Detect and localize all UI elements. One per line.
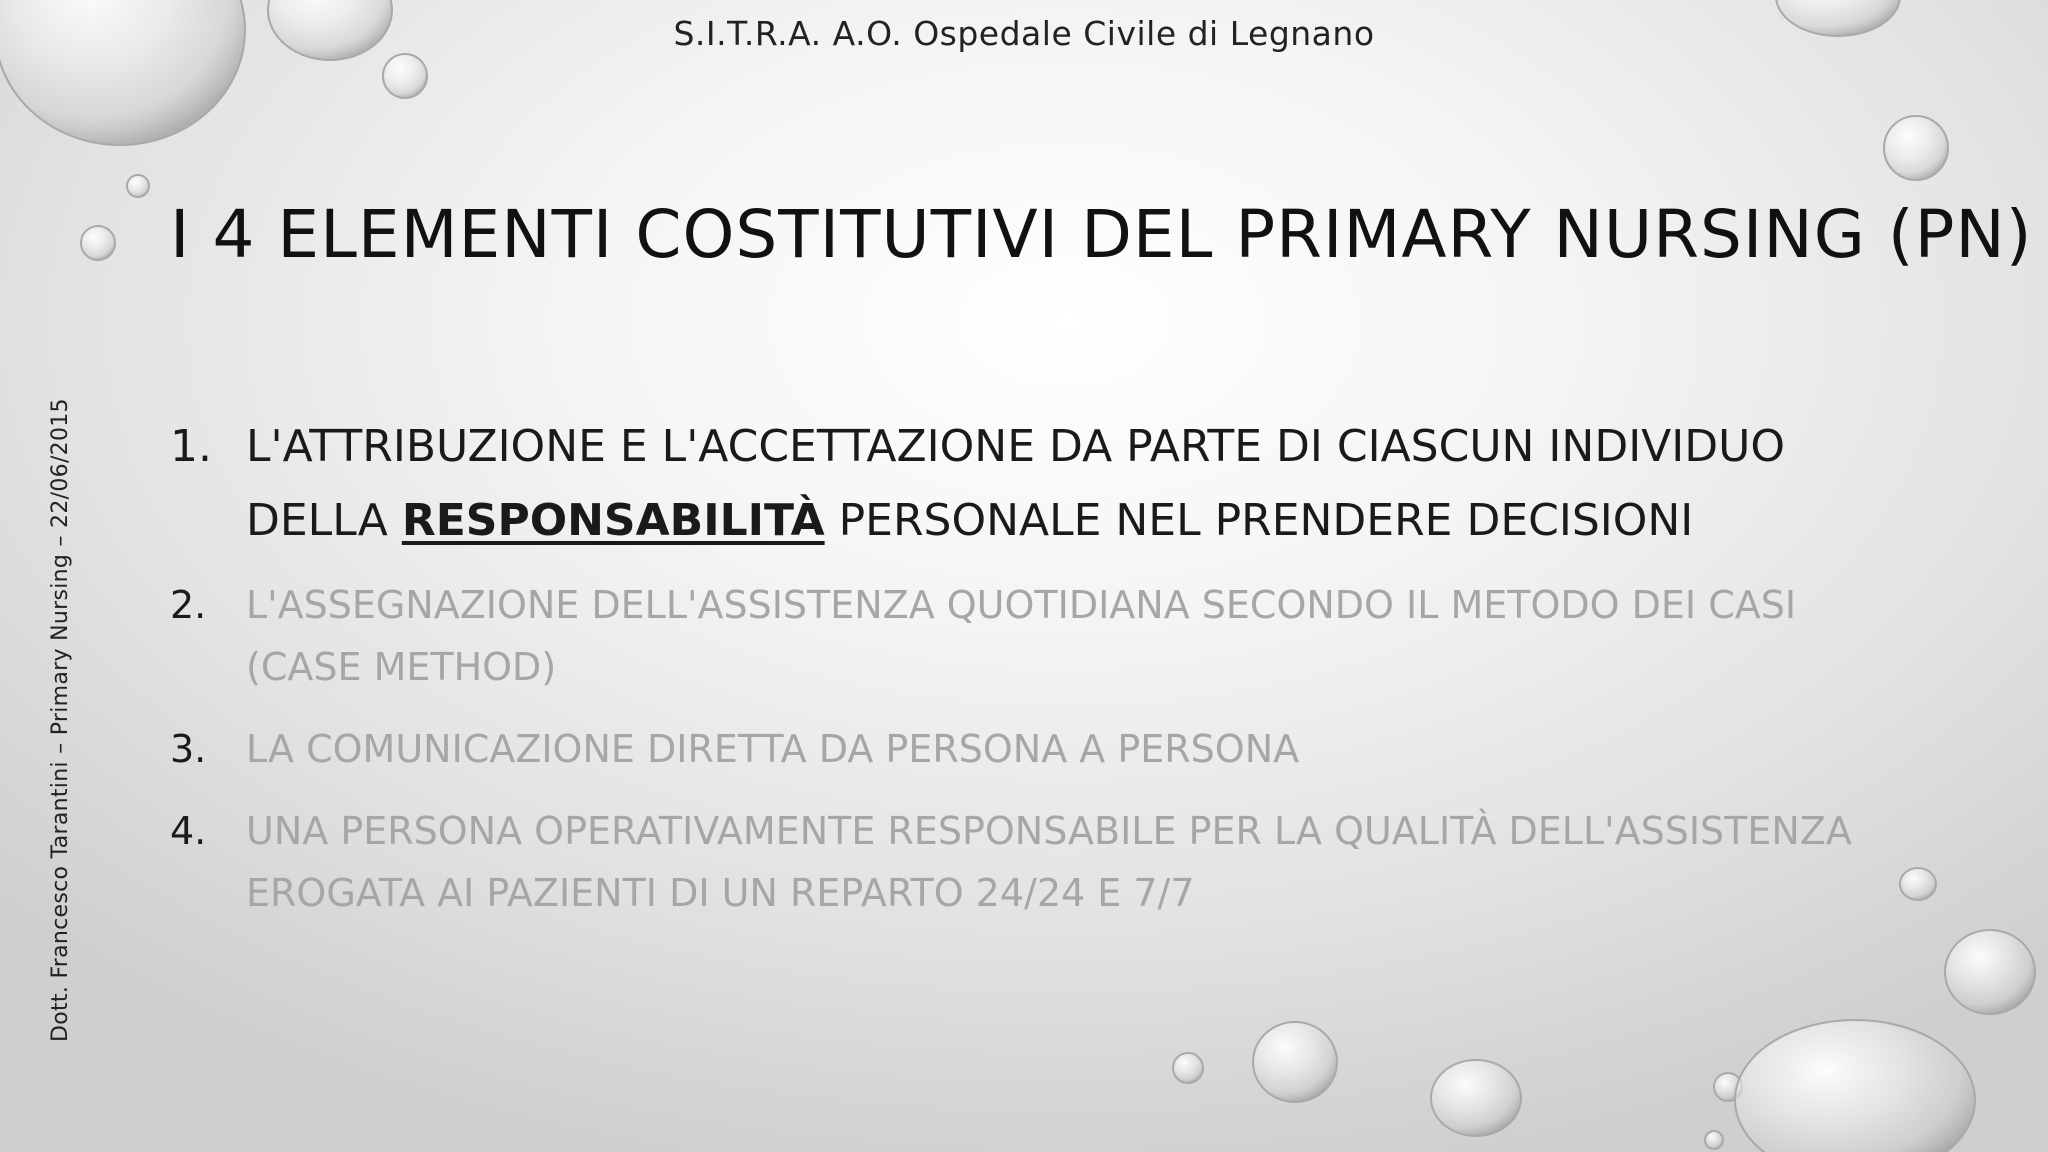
responsabilita-emphasis: RESPONSABILITÀ — [401, 495, 825, 546]
list-number-2: 2. — [170, 583, 207, 627]
list-number-3: 3. — [170, 727, 207, 771]
drop-left-tiny — [127, 175, 149, 197]
list-text-3: LA COMUNICAZIONE DIRETTA DA PERSONA A PERSONA — [246, 727, 1300, 771]
drop-bottom-center — [1431, 1060, 1521, 1136]
list-number-4: 4. — [170, 809, 207, 853]
list-item-4 — [170, 800, 1870, 924]
elements-list — [170, 410, 1870, 924]
drop-bottom-right-large — [1735, 1020, 1975, 1152]
list-item-1 — [170, 410, 1870, 558]
drop-left-small — [81, 226, 115, 260]
drop-bottom-right-tiny — [1714, 1073, 1742, 1101]
list-item-3 — [170, 718, 1870, 780]
side-footer-text: Dott. Francesco Tarantini – Primary Nursing – 22/06/2015 — [48, 398, 73, 1042]
header-institution: S.I.T.R.A. A.O. Ospedale Civile di Legnano — [673, 14, 1375, 53]
drop-right-medium — [1945, 930, 2035, 1014]
drop-top-right — [1884, 116, 1948, 180]
drop-bottom-right-dot — [1705, 1131, 1723, 1149]
list-text-1 — [246, 410, 1870, 558]
drop-right-small — [1900, 868, 1936, 900]
slide-title: I 4 ELEMENTI COSTITUTIVI DEL PRIMARY NURSING (PN) — [170, 196, 2033, 273]
list-number-1: 1. — [170, 421, 212, 472]
list-text-4: UNA PERSONA OPERATIVAMENTE RESPONSABILE PER LA QUALITÀ DELL'ASSISTENZA EROGATA AI PAZIENTI DI UN REPARTO 24/24 E 7/7 — [246, 809, 1852, 915]
drop-bottom-medium — [1253, 1022, 1337, 1102]
list-item-2 — [170, 574, 1870, 698]
list-text-1-after: PERSONALE NEL PRENDERE DECISIONI — [824, 495, 1694, 546]
drop-bottom-tiny — [1173, 1053, 1203, 1083]
list-text-1-before: L'ATTRIBUZIONE E L'ACCETTAZIONE DA PARTE DI CIASCUN INDIVIDUO DELLA — [246, 421, 1785, 546]
list-text-2: L'ASSEGNAZIONE DELL'ASSISTENZA QUOTIDIANA SECONDO IL METODO DEI CASI (CASE METHOD) — [246, 583, 1797, 689]
drop-top-left-small — [383, 54, 427, 98]
